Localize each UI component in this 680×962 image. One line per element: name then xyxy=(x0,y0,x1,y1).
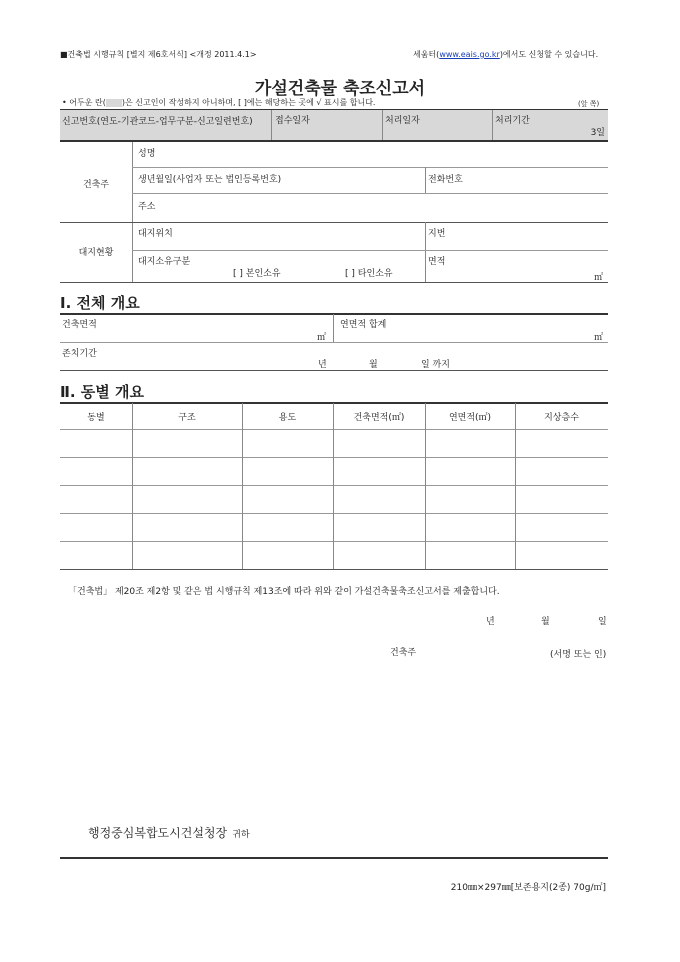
processing-period-value: 3일 xyxy=(590,128,605,138)
column-header: 지상층수 xyxy=(544,413,579,423)
total-floor-area-unit: ㎡ xyxy=(594,333,604,343)
addressee xyxy=(88,822,250,841)
duration-month: 월 xyxy=(369,360,378,370)
report-number-label: 신고번호(연도-기관코드-업무구분-신고일련번호) xyxy=(62,117,253,127)
total-floor-area-label: 연면적 합계 xyxy=(340,320,387,330)
column-header: 구조 xyxy=(178,413,196,423)
online-note xyxy=(413,49,598,60)
column-header: 동별 xyxy=(87,413,105,423)
owner-birth-label: 생년월일(사업자 또는 법인등록번호) xyxy=(138,175,282,185)
duration-year: 년 xyxy=(318,360,327,370)
declaration-month: 월 xyxy=(541,617,550,627)
received-date-label: 접수일자 xyxy=(275,116,310,126)
site-location-label: 대지위치 xyxy=(138,229,173,239)
duration-until: 일 까지 xyxy=(421,360,450,370)
paper-spec: 210㎜×297㎜[보존용지(2종) 70g/㎡] xyxy=(450,883,606,893)
owner-address-label: 주소 xyxy=(138,202,156,212)
section1-title: Ⅰ. 전체 개요 xyxy=(60,294,140,312)
building-area-label: 건축면적 xyxy=(62,320,97,330)
document-title: 가설건축물 축조신고서 xyxy=(254,79,426,99)
site-ownership-label: 대지소유구분 xyxy=(138,257,191,267)
column-header: 연면적(㎡) xyxy=(448,413,492,423)
others-property-checkbox[interactable]: [ ] 타인소유 xyxy=(345,269,393,279)
site-area-label: 면적 xyxy=(428,257,446,267)
column-header: 용도 xyxy=(278,413,297,423)
processed-date-label: 처리일자 xyxy=(385,116,420,126)
column-header: 건축면적(㎡) xyxy=(353,413,405,423)
own-property-checkbox[interactable]: [ ] 본인소유 xyxy=(233,269,281,279)
form-reference: ■건축법 시행규칙 [별지 제6호서식] <개정 2011.4.1> xyxy=(60,50,257,59)
addressee-office: 행정중심복합도시건설청장 xyxy=(88,826,228,840)
site-lot-label: 지번 xyxy=(428,229,446,239)
instructions-part-a: • 어두운 란( xyxy=(62,98,106,107)
owner-section-label: 건축주 xyxy=(82,180,110,190)
shaded-sample-box xyxy=(106,99,122,107)
addressee-suffix: 귀하 xyxy=(232,830,250,840)
duration-label: 존치기간 xyxy=(62,349,97,359)
declaration-statement: 「건축법」 제20조 제2항 및 같은 법 시행규칙 제13조에 따라 위와 같이 가설건축물축조신고서를 제출합니다. xyxy=(68,587,500,597)
declaration-year: 년 xyxy=(486,617,495,627)
building-area-unit: ㎡ xyxy=(317,333,327,343)
online-suffix: )에서도 신청할 수 있습니다. xyxy=(499,50,599,59)
applicant-label: 건축주 xyxy=(390,648,417,658)
online-prefix: 세움터( xyxy=(413,50,440,59)
site-section-label: 대지현황 xyxy=(78,248,114,258)
instructions-part-b: )은 신고인이 작성하지 아니하며, [ ]에는 해당하는 곳에 √ 표시를 합니다. xyxy=(121,98,376,107)
signature-note: (서명 또는 인) xyxy=(550,650,607,660)
site-area-unit: ㎡ xyxy=(594,273,604,283)
instructions xyxy=(62,97,375,108)
page-side-note: (앞 쪽) xyxy=(578,100,600,108)
owner-name-label: 성명 xyxy=(138,149,156,159)
declaration-day: 일 xyxy=(598,617,607,627)
owner-phone-label: 전화번호 xyxy=(428,175,463,185)
section2-title: Ⅱ. 동별 개요 xyxy=(60,383,144,401)
processing-period-label: 처리기간 xyxy=(495,116,530,126)
eais-link[interactable]: www.eais.go.kr xyxy=(439,50,500,59)
